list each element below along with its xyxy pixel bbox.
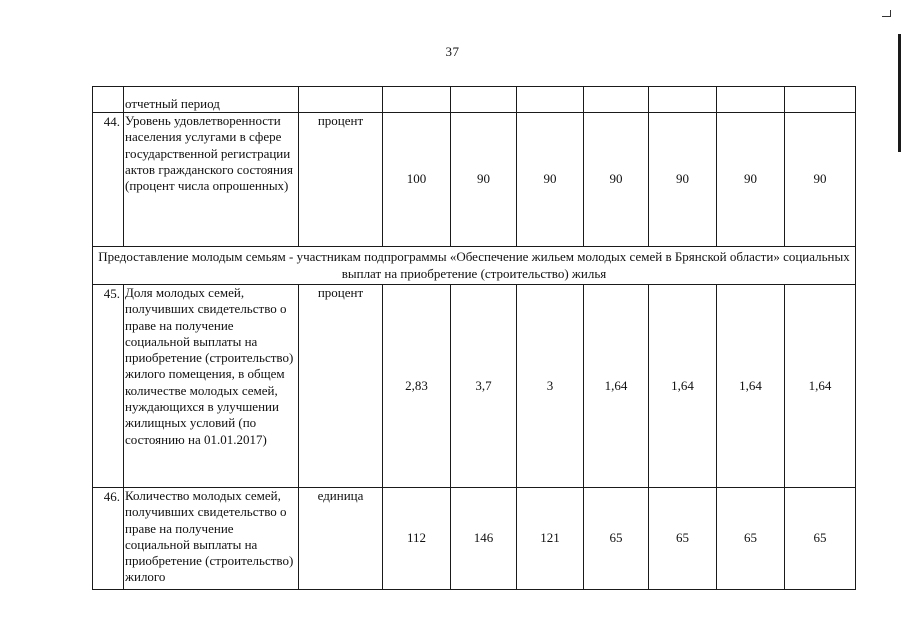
indicator-name-cell	[124, 87, 299, 113]
indicator-name: отчетный период	[125, 95, 220, 111]
value-cell: 90	[649, 113, 717, 247]
value-cell: 65	[717, 488, 785, 590]
indicator-name: Доля молодых семей, получивших свидетельство о праве на получение социальной выплаты на приобретение (строительство) жилого помещения, в общем количестве молодых семей, нуждающихся в улучшении жилищных условий (по состоянию на 01.01.2017)	[125, 285, 294, 447]
page-number: 37	[445, 44, 460, 59]
value-cell: 65	[785, 488, 856, 590]
table-row-44	[93, 113, 856, 247]
value-cell: 90	[517, 113, 584, 247]
unit-cell	[299, 87, 383, 113]
indicator-name: Уровень удовлетворенности населения услугами в сфере государственной регистрации актов гражданского состояния (процент числа опрошенных)	[125, 113, 293, 194]
row-number: 46.	[93, 488, 124, 590]
value-cell	[517, 87, 584, 113]
indicator-name-cell	[124, 488, 299, 590]
unit-label: процент	[299, 285, 383, 488]
unit-label: процент	[299, 113, 383, 247]
value-cell	[451, 87, 517, 113]
table-row-46	[93, 488, 856, 590]
value-cell	[649, 87, 717, 113]
table-row-continuation	[93, 87, 856, 113]
value-cell: 1,64	[584, 285, 649, 488]
corner-crop-mark	[882, 10, 891, 17]
indicator-name-cell	[124, 285, 299, 488]
value-cell	[584, 87, 649, 113]
indicators-table	[92, 86, 856, 590]
value-cell: 121	[517, 488, 584, 590]
value-cell: 1,64	[649, 285, 717, 488]
row-number: 44.	[93, 113, 124, 247]
value-cell: 112	[383, 488, 451, 590]
value-cell: 3	[517, 285, 584, 488]
value-cell: 90	[785, 113, 856, 247]
value-cell: 90	[717, 113, 785, 247]
value-cell: 3,7	[451, 285, 517, 488]
value-cell: 1,64	[717, 285, 785, 488]
value-cell: 1,64	[785, 285, 856, 488]
value-cell: 65	[649, 488, 717, 590]
row-number-cell	[93, 87, 124, 113]
row-number: 45.	[93, 285, 124, 488]
table-section-header	[93, 247, 856, 285]
value-cell: 65	[584, 488, 649, 590]
indicator-name: Количество молодых семей, получивших свидетельство о праве на получение социальной выплаты на приобретение (строительство) жилого	[125, 488, 294, 585]
value-cell: 90	[584, 113, 649, 247]
table-row-45	[93, 285, 856, 488]
value-cell: 90	[451, 113, 517, 247]
value-cell	[383, 87, 451, 113]
value-cell: 100	[383, 113, 451, 247]
section-title: Предоставление молодым семьям - участникам подпрограммы «Обеспечение жильем молодых семей в Брянской области» социальных выплат на приобретение (строительство) жилья	[93, 247, 856, 285]
value-cell: 2,83	[383, 285, 451, 488]
value-cell: 146	[451, 488, 517, 590]
value-cell	[717, 87, 785, 113]
unit-label: единица	[299, 488, 383, 590]
value-cell	[785, 87, 856, 113]
indicator-name-cell	[124, 113, 299, 247]
